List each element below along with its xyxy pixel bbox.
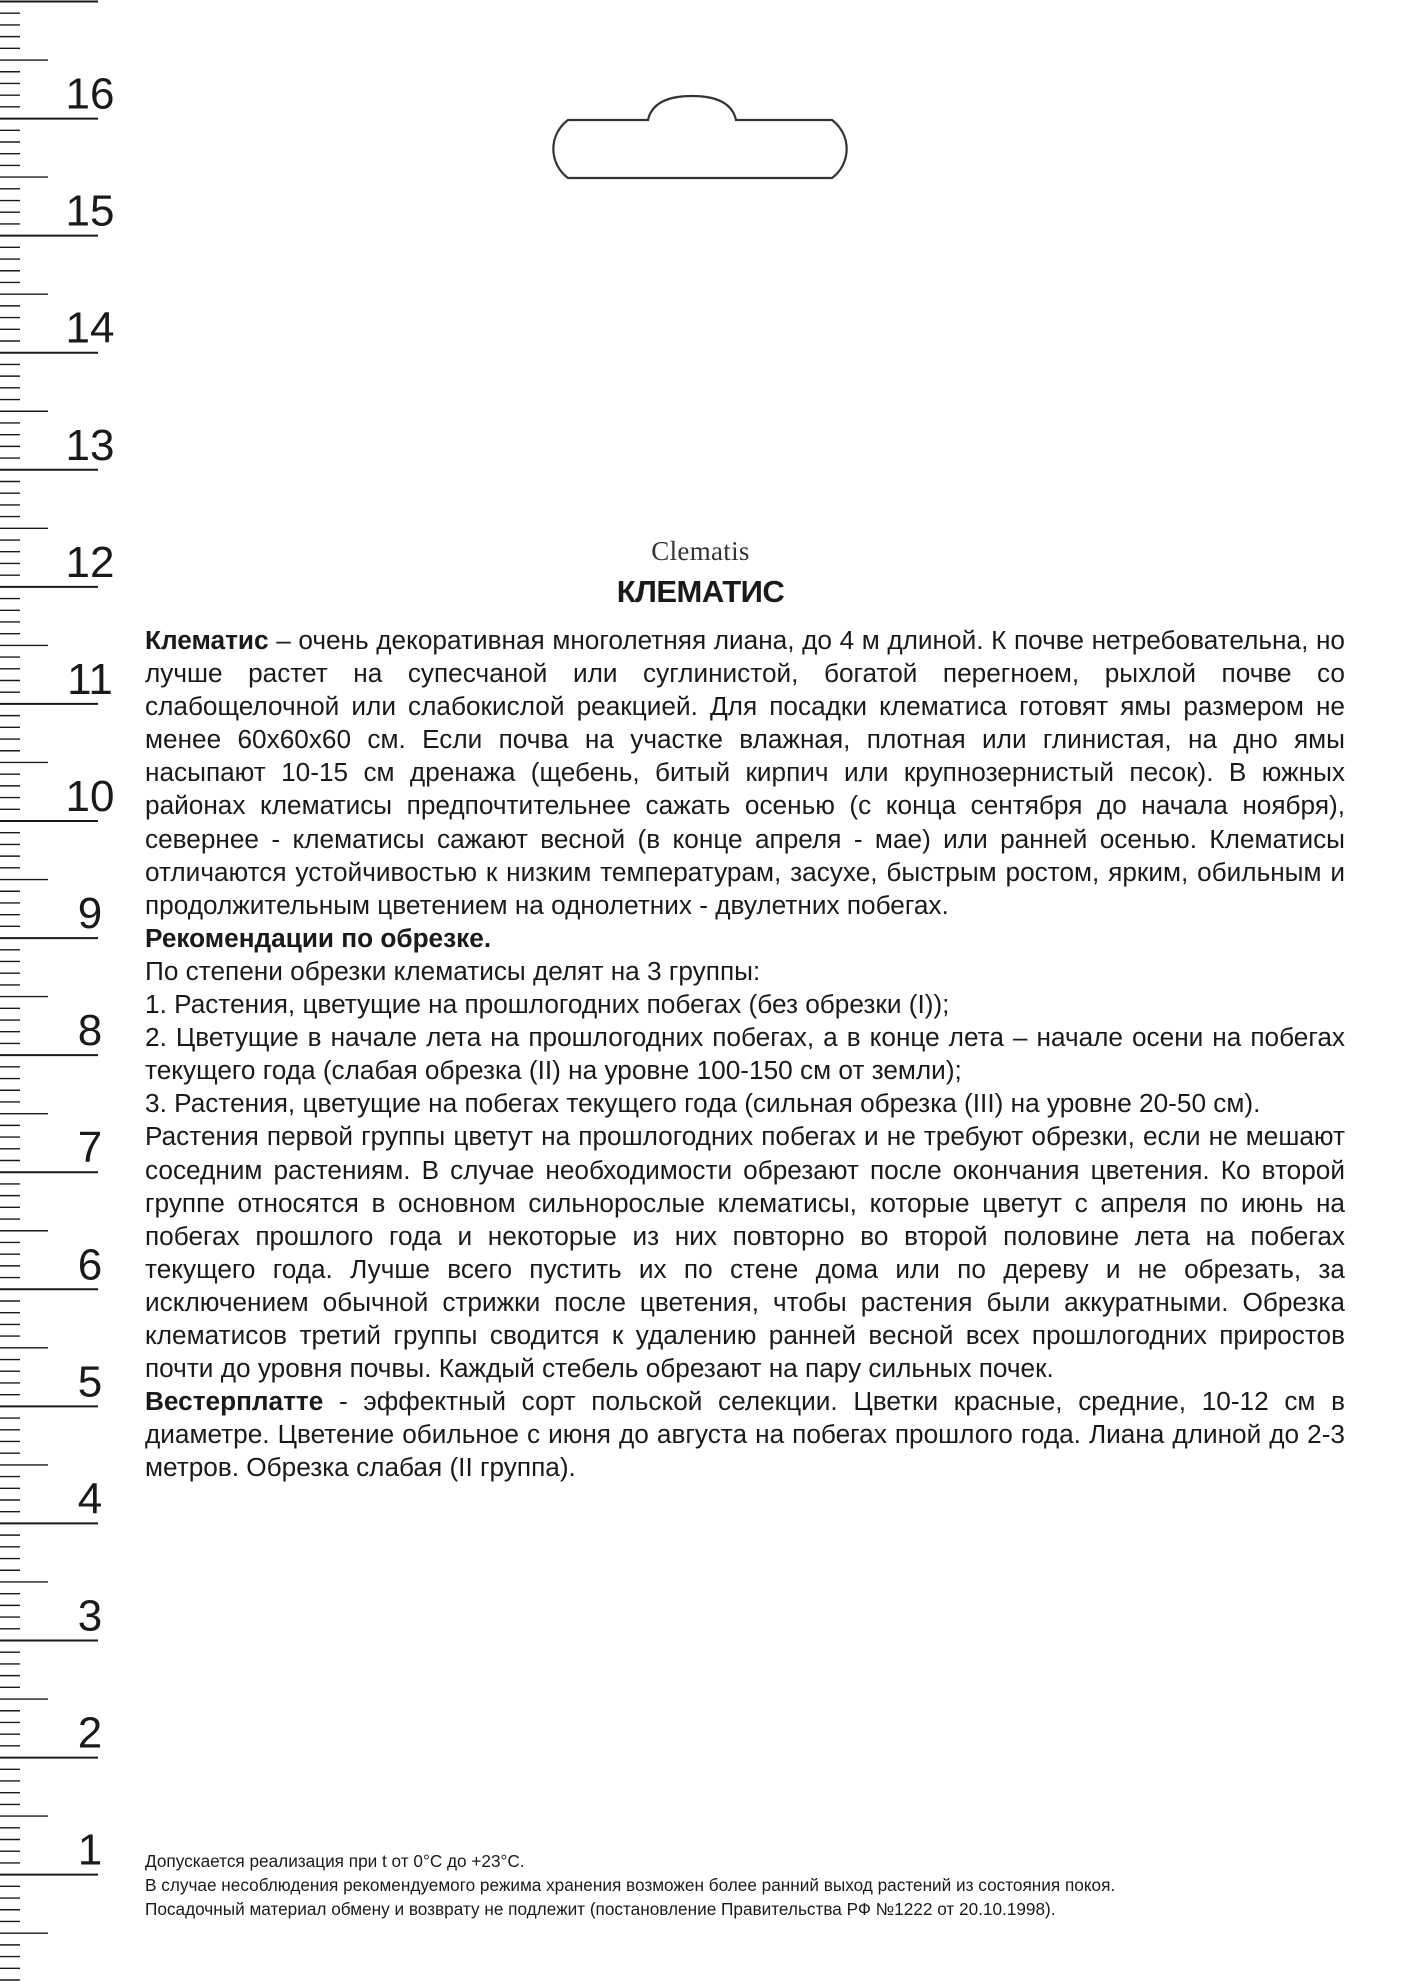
ruler-label: 15	[65, 186, 115, 236]
pruning-group-3: 3. Растения, цветущие на побегах текущего года (сильная обрезка (III) на уровне 20-50 см).	[145, 1088, 1261, 1119]
ruler-label: 4	[77, 1474, 103, 1524]
centimeter-ruler	[0, 0, 130, 1981]
footer-line-dormancy: В случае несоблюдения рекомендуемого режима хранения возможен более ранний выход растений из состояния покоя.	[145, 1875, 1116, 1895]
ruler-label: 14	[65, 303, 115, 353]
variety-paragraph	[145, 1385, 1345, 1484]
hang-hole-cutout	[520, 92, 880, 192]
description-text: – очень декоративная многолетняя лиана, до 4 м длиной. К почве нетребовательна, но лучше растет на супесчаной или суглинистой, богатой перегноем, рыхлой почве со слабощелочной или слабокислой реакцией. Для посадки клематиса готовят ямы размером не менее 60х60х60 см. Если почва на участке влажная, плотная или глинистая, на дно ямы насыпают 10-15 см дренажа (щебень, битый кирпич или крупнозернистый песок). В южных районах клематисы предпочтительнее сажать осенью (с конца сентября до начала ноября), севернее - клематисы сажают весной (в конце апреля - мае) или ранней осенью. Клематисы отличаются устойчивостью к низким температурам, засухе, быстрым ростом, ярким, обильным и продолжительным цветением на однолетних - двулетних побегах.	[145, 625, 1345, 920]
footer-line-storage: Допускается реализация при t от 0°С до +23°С.	[145, 1851, 525, 1871]
ruler-label: 1	[77, 1825, 103, 1875]
description-block	[145, 624, 1345, 1484]
ruler-label: 5	[77, 1357, 103, 1407]
latin-name: Clematis	[651, 536, 750, 566]
pruning-heading: Рекомендации по обрезке.	[145, 922, 492, 953]
ruler-label: 10	[65, 772, 115, 821]
pruning-group-2: 2. Цветущие в начале лета на прошлогодних побегах, а в конце лета – начале осени на побегах текущего года (слабая обрезка (II) на уровне 100-150 см от земли);	[145, 1022, 1345, 1086]
pruning-details: Растения первой группы цветут на прошлогодних побегах и не требуют обрезки, если не мешают соседним растениям. В случае необходимости обрезают после окончания цветения. Ко второй группе относятся в основном сильнорослые клематисы, которые цветут с апреля по июнь на побегах прошлого года и некоторые из них повторно во второй половине лета на побегах текущего года. Лучше всего пустить их по стене дома или по дереву и не обрезать, за исключением обычной стрижки после цветения, чтобы растения были аккуратными. Обрезка клематисов третий группы сводится к удалению ранней весной всех прошлогодних приростов почти до уровня почвы. Каждый стебель обрезают на пару сильных почек.	[145, 1121, 1345, 1384]
ruler-label: 13	[65, 420, 115, 470]
ruler-label: 3	[77, 1591, 103, 1641]
ruler-label: 11	[67, 654, 113, 704]
pruning-group-1: 1. Растения, цветущие на прошлогодних побегах (без обрезки (I));	[145, 989, 950, 1020]
ruler-label: 8	[77, 1006, 103, 1056]
page-title: КЛЕМАТИС	[616, 574, 785, 609]
ruler-label: 6	[77, 1240, 103, 1290]
footer-line-return: Посадочный материал обмену и возврату не подлежит (постановление Правительства РФ №1222 от 20.10.1998).	[145, 1899, 1056, 1919]
pruning-intro: По степени обрезки клематисы делят на 3 группы:	[145, 955, 761, 986]
ruler-label: 12	[65, 537, 115, 587]
footer-notes	[145, 1849, 1365, 1921]
ruler-label: 2	[77, 1708, 103, 1758]
ruler-label: 7	[77, 1123, 103, 1173]
description-paragraph	[145, 624, 1345, 922]
description-term: Клематис	[145, 625, 269, 655]
ruler-label: 9	[77, 889, 103, 939]
variety-name: Вестерплатте	[145, 1386, 324, 1417]
ruler-label: 16	[65, 69, 115, 119]
variety-text: - эффектный сорт польской селекции. Цветки красные, средние, 10-12 см в диаметре. Цветение обильное с июня до августа на побегах прошлого года. Лиана длиной до 2-3 метров. Обрезка слабая (II группа).	[145, 1386, 1345, 1483]
